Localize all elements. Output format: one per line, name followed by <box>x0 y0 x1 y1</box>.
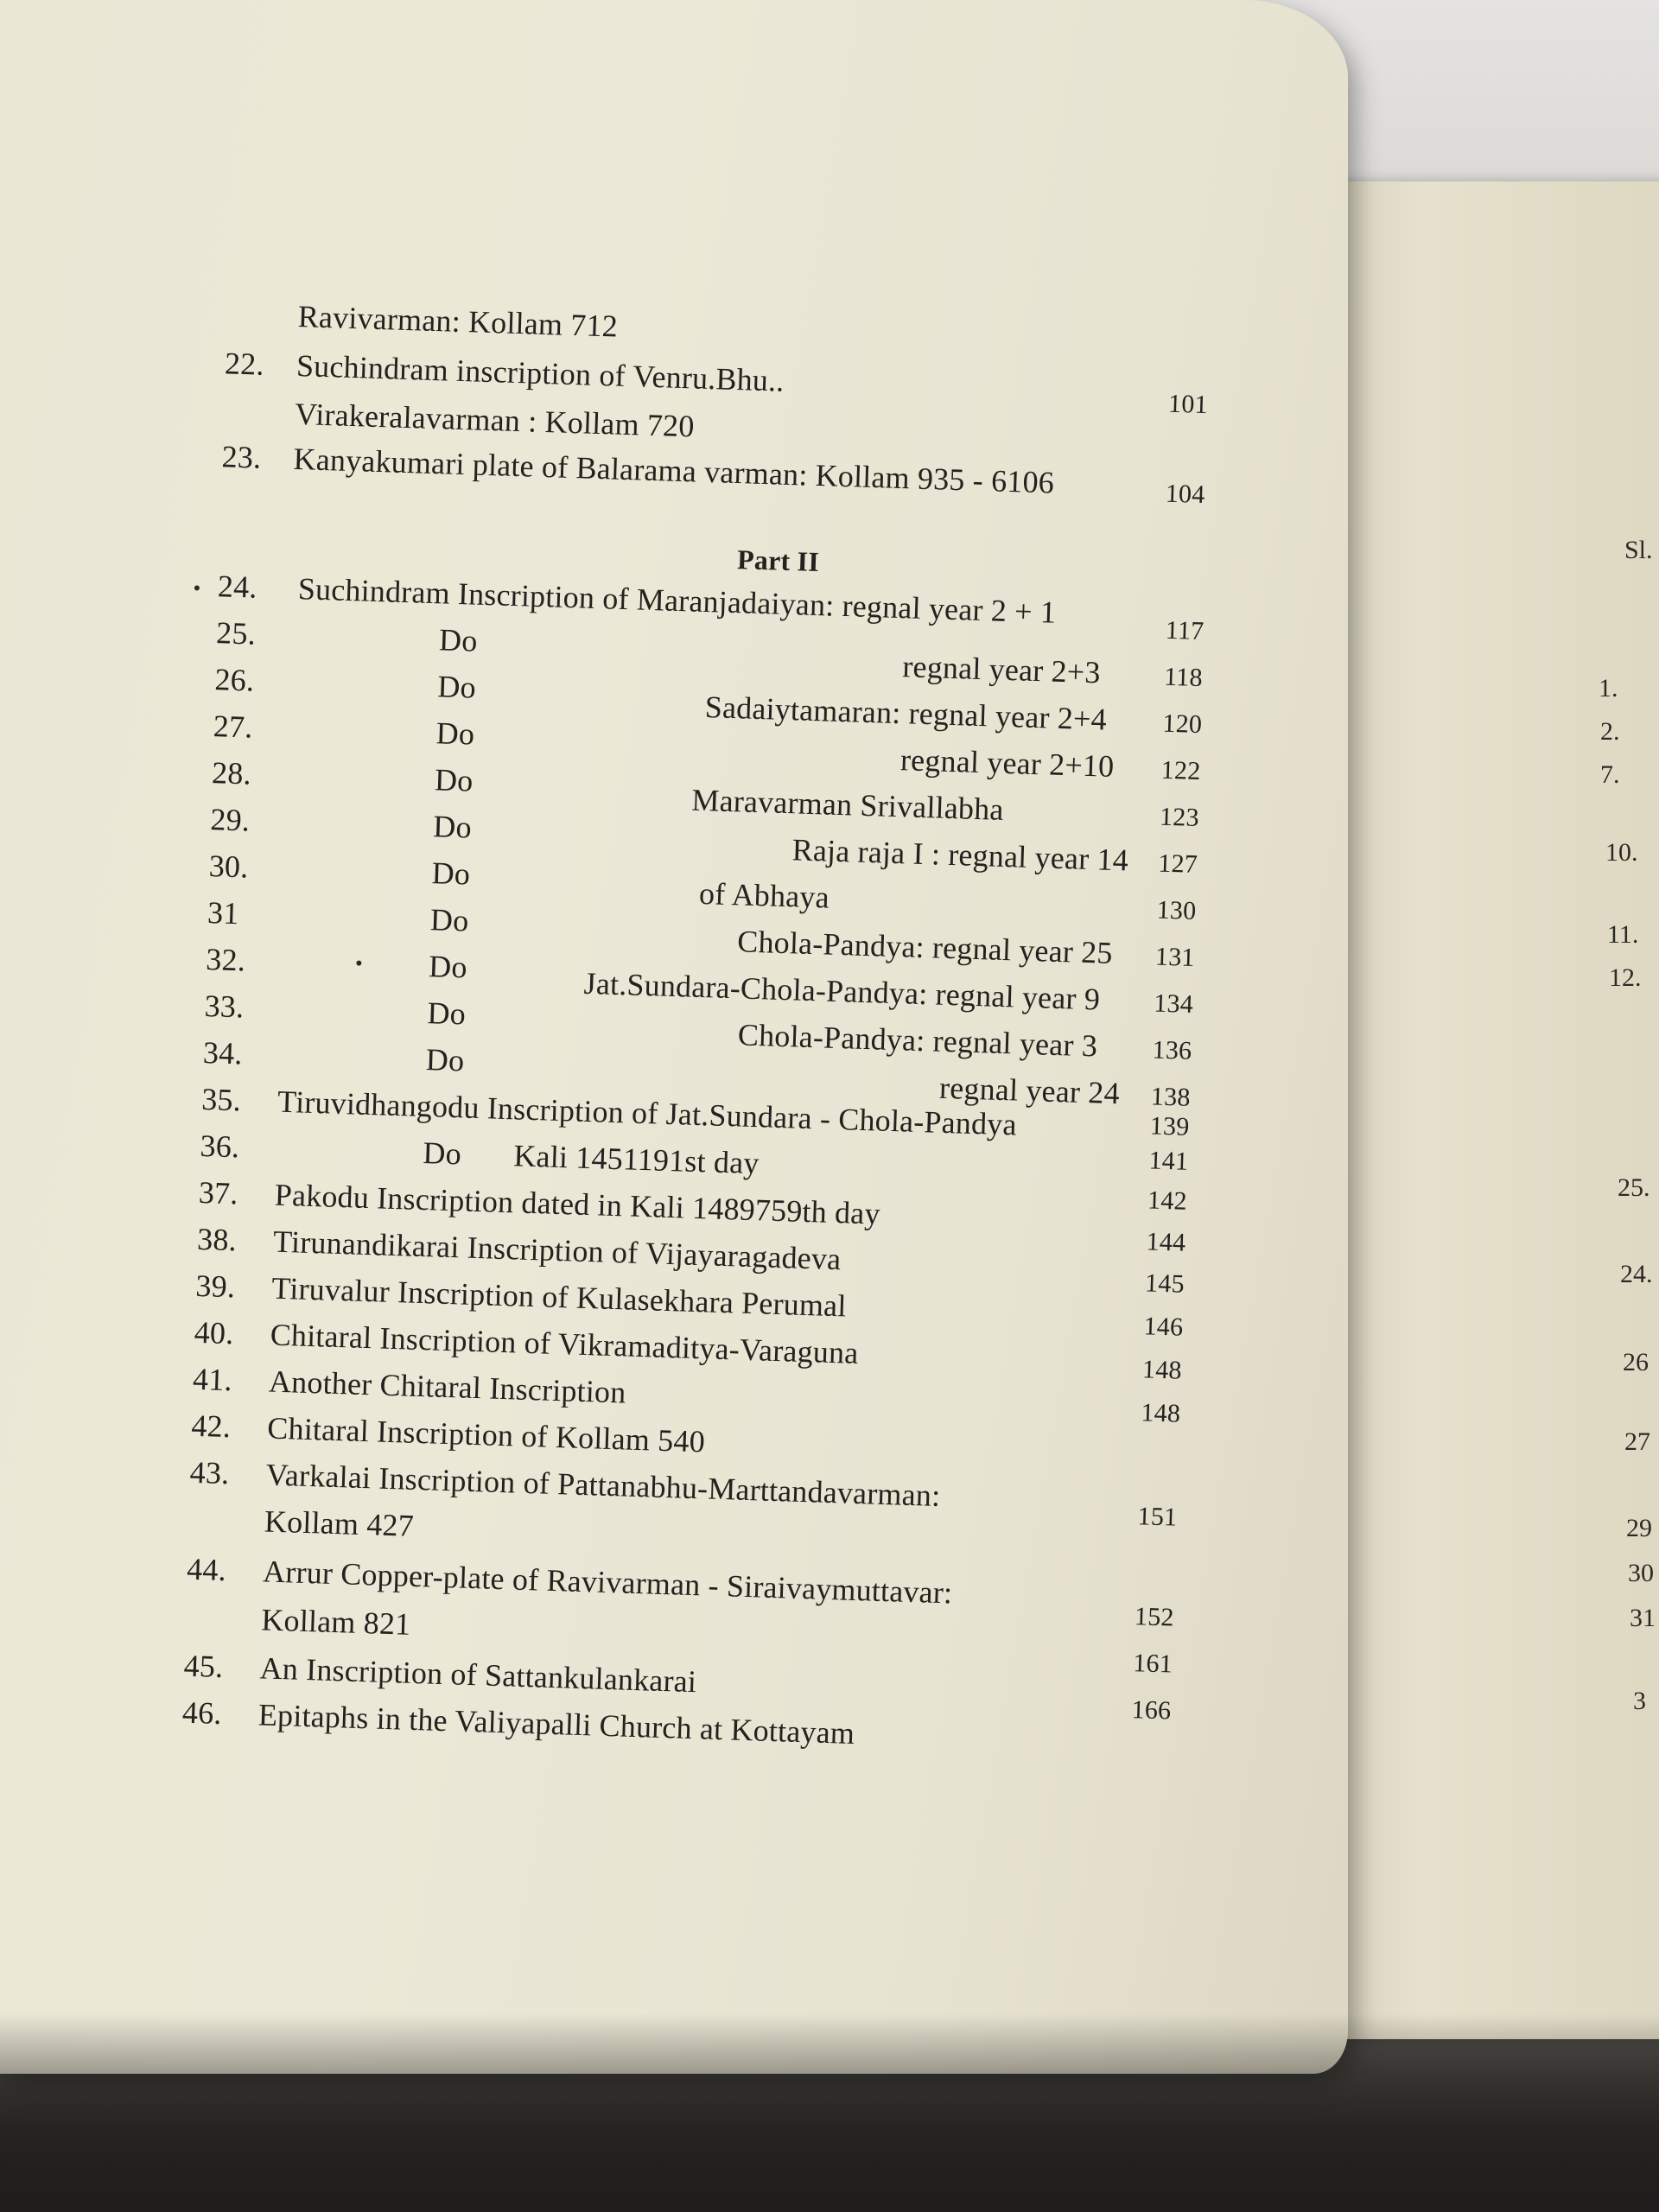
toc-entry-page: 131 <box>1154 942 1196 972</box>
right-page-number: 1. <box>1599 674 1618 702</box>
right-page-number: 24. <box>1620 1260 1653 1288</box>
toc-entry-title: regnal year 24 <box>938 1070 1121 1111</box>
toc-entry-title: Sadaiytamaran: regnal year 2+4 <box>704 690 1108 737</box>
toc-entry-page: 104 <box>1165 479 1206 510</box>
speck <box>194 585 200 590</box>
toc-continuation-text: Virakeralavarman : Kollam 720 <box>294 396 696 444</box>
right-page-number: 2. <box>1600 717 1620 746</box>
toc-entry-title: Kanyakumari plate of Balarama varman: Kollam 935 - 6106 <box>293 441 1055 500</box>
toc-entry-page: 148 <box>1141 1355 1183 1385</box>
toc-entry-title: Kali 1451191st day <box>512 1138 760 1181</box>
toc-entry-number: 27. <box>213 709 254 745</box>
toc-continuation-text: Kollam 821 <box>260 1602 411 1642</box>
toc-entry-title: Chitaral Inscription of Vikramaditya-Varaguna <box>270 1317 860 1370</box>
toc-entry-number: 25. <box>215 615 257 652</box>
right-page-heading: Sl. <box>1624 536 1653 564</box>
toc-entry-page: 145 <box>1144 1268 1185 1299</box>
toc-entry-number: 34. <box>202 1034 244 1071</box>
toc-entry-page: 146 <box>1143 1312 1184 1342</box>
right-page-number: 29 <box>1626 1514 1652 1542</box>
toc-ditto: Do <box>431 855 471 892</box>
toc-ditto: Do <box>435 715 475 752</box>
toc-entry-number: 40. <box>194 1314 235 1351</box>
toc-entry-page: 151 <box>1137 1502 1178 1532</box>
toc-entry-title: Jat.Sundara-Chola-Pandya: regnal year 9 <box>583 965 1101 1017</box>
toc-entry-number: 26. <box>213 662 255 698</box>
toc-entry-page: 122 <box>1160 755 1201 786</box>
part-heading: Part II <box>736 543 820 578</box>
toc-entry-number: 29. <box>209 802 251 838</box>
toc-entry-title: An Inscription of Sattankulankarai <box>259 1650 697 1700</box>
toc-entry-number: 32. <box>205 942 246 978</box>
toc-entry-number: 23. <box>221 439 262 475</box>
toc-entry-title: Suchindram inscription of Venru.Bhu.. <box>296 347 785 398</box>
right-page-number: 25. <box>1618 1173 1650 1202</box>
table-shadow <box>0 2013 1659 2212</box>
toc-ditto: Do <box>429 902 470 938</box>
toc-entry-number: 42. <box>190 1408 232 1445</box>
toc-entry-page: 134 <box>1153 988 1194 1019</box>
toc-ditto: Do <box>428 949 468 985</box>
toc-entry-title: Pakodu Inscription dated in Kali 1489759th day <box>274 1177 881 1231</box>
toc-entry-title: Tiruvidhangodu Inscription of Jat.Sundara - Chola-Pandya <box>276 1084 1018 1142</box>
toc-entry-title: Tiruvalur Inscription of Kulasekhara Perumal <box>270 1270 848 1324</box>
toc-entry-number: 44. <box>186 1551 227 1588</box>
toc-entry-page: 120 <box>1162 709 1203 740</box>
toc-entry-number: 41. <box>192 1361 233 1398</box>
right-page-number: 12. <box>1609 963 1642 992</box>
toc-entry-title: Raja raja I : regnal year 14 <box>791 832 1129 878</box>
toc-entry-title: Arrur Copper-plate of Ravivarman - Siraivaymuttavar: <box>262 1554 953 1611</box>
toc-entry-page: 141 <box>1148 1146 1189 1176</box>
toc-entry-title: regnal year 2+3 <box>901 649 1102 690</box>
speck <box>356 960 361 965</box>
toc-entry-number: 37. <box>198 1174 239 1211</box>
toc-entry-title: Varkalai Inscription of Pattanabhu-Marttandavarman: <box>265 1457 941 1513</box>
toc-entry-page: 123 <box>1159 802 1200 833</box>
toc-entry-number: 43. <box>189 1454 230 1491</box>
right-page-number: 10. <box>1605 838 1638 867</box>
toc-entry-page: 139 <box>1149 1111 1191 1141</box>
toc-ditto: Do <box>426 995 467 1032</box>
toc-entry-number: 36. <box>200 1128 240 1165</box>
toc-entry-number: 30. <box>208 849 250 885</box>
toc-entry-page: 101 <box>1167 389 1209 420</box>
toc-entry-number: 35. <box>200 1081 242 1118</box>
toc-ditto: Do <box>425 1042 465 1078</box>
right-page <box>1313 181 1659 2039</box>
toc-entry-title: Chola-Pandya: regnal year 25 <box>736 924 1114 970</box>
toc-entry-title: Maravarman Srivallabha <box>690 782 1005 827</box>
toc-entry-number: 46. <box>181 1694 223 1731</box>
toc-entry-page: 142 <box>1147 1185 1188 1216</box>
toc-entry-page: 136 <box>1152 1035 1192 1065</box>
toc-entry-number: 28. <box>211 755 252 791</box>
toc-entry-number: 33. <box>204 988 245 1025</box>
right-page-number: 7. <box>1600 760 1620 789</box>
toc-entry-page: 117 <box>1165 615 1205 646</box>
toc-entry-page: 152 <box>1134 1602 1175 1632</box>
toc-entry-title: Tirunandikarai Inscription of Vijayaragadeva <box>272 1224 842 1277</box>
toc-entry-number: 45. <box>183 1648 224 1685</box>
toc-entry-title: Epitaphs in the Valiyapalli Church at Kottayam <box>257 1697 855 1751</box>
toc-entry-page: 127 <box>1157 849 1198 879</box>
toc-entry-page: 161 <box>1132 1649 1173 1679</box>
toc-entry-title: Chola-Pandya: regnal year 3 <box>737 1017 1098 1064</box>
toc-entry-page: 130 <box>1156 895 1197 925</box>
toc-continuation-text: Kollam 427 <box>264 1503 415 1543</box>
toc-entry-number: 24. <box>217 569 258 605</box>
toc-entry-page: 118 <box>1163 662 1204 693</box>
toc-entry-page: 144 <box>1146 1227 1186 1257</box>
toc-continuation-text: Ravivarman: Kollam 712 <box>297 298 619 344</box>
right-page-number: 11. <box>1607 920 1639 949</box>
toc-entry-title: regnal year 2+10 <box>899 742 1115 784</box>
right-page-number: 31 <box>1630 1604 1656 1632</box>
toc-ditto: Do <box>438 622 479 658</box>
toc-ditto: Do <box>422 1135 462 1172</box>
toc-entry-page: 166 <box>1131 1695 1172 1726</box>
toc-entry-page: 148 <box>1140 1398 1181 1428</box>
toc-entry-title: of Abhaya <box>698 875 830 915</box>
right-page-number: 27 <box>1624 1427 1650 1456</box>
toc-entry-number: 39. <box>194 1268 236 1305</box>
toc-entry-number: 31 <box>207 895 240 931</box>
toc-entry-page: 138 <box>1150 1082 1192 1112</box>
toc-ditto: Do <box>436 669 477 705</box>
right-page-number: 30 <box>1628 1559 1654 1587</box>
toc-entry-number: 38. <box>196 1221 238 1258</box>
toc-ditto: Do <box>434 762 474 798</box>
toc-entry-title: Suchindram Inscription of Maranjadaiyan: regnal year 2 + 1 <box>297 571 1057 630</box>
right-page-number: 26 <box>1623 1348 1649 1376</box>
toc-entry-title: Another Chitaral Inscription <box>268 1363 627 1410</box>
toc-entry-number: 22. <box>224 346 265 382</box>
right-page-number: 3 <box>1633 1687 1646 1715</box>
toc-entry-title: Chitaral Inscription of Kollam 540 <box>266 1410 706 1459</box>
toc-ditto: Do <box>432 809 473 845</box>
